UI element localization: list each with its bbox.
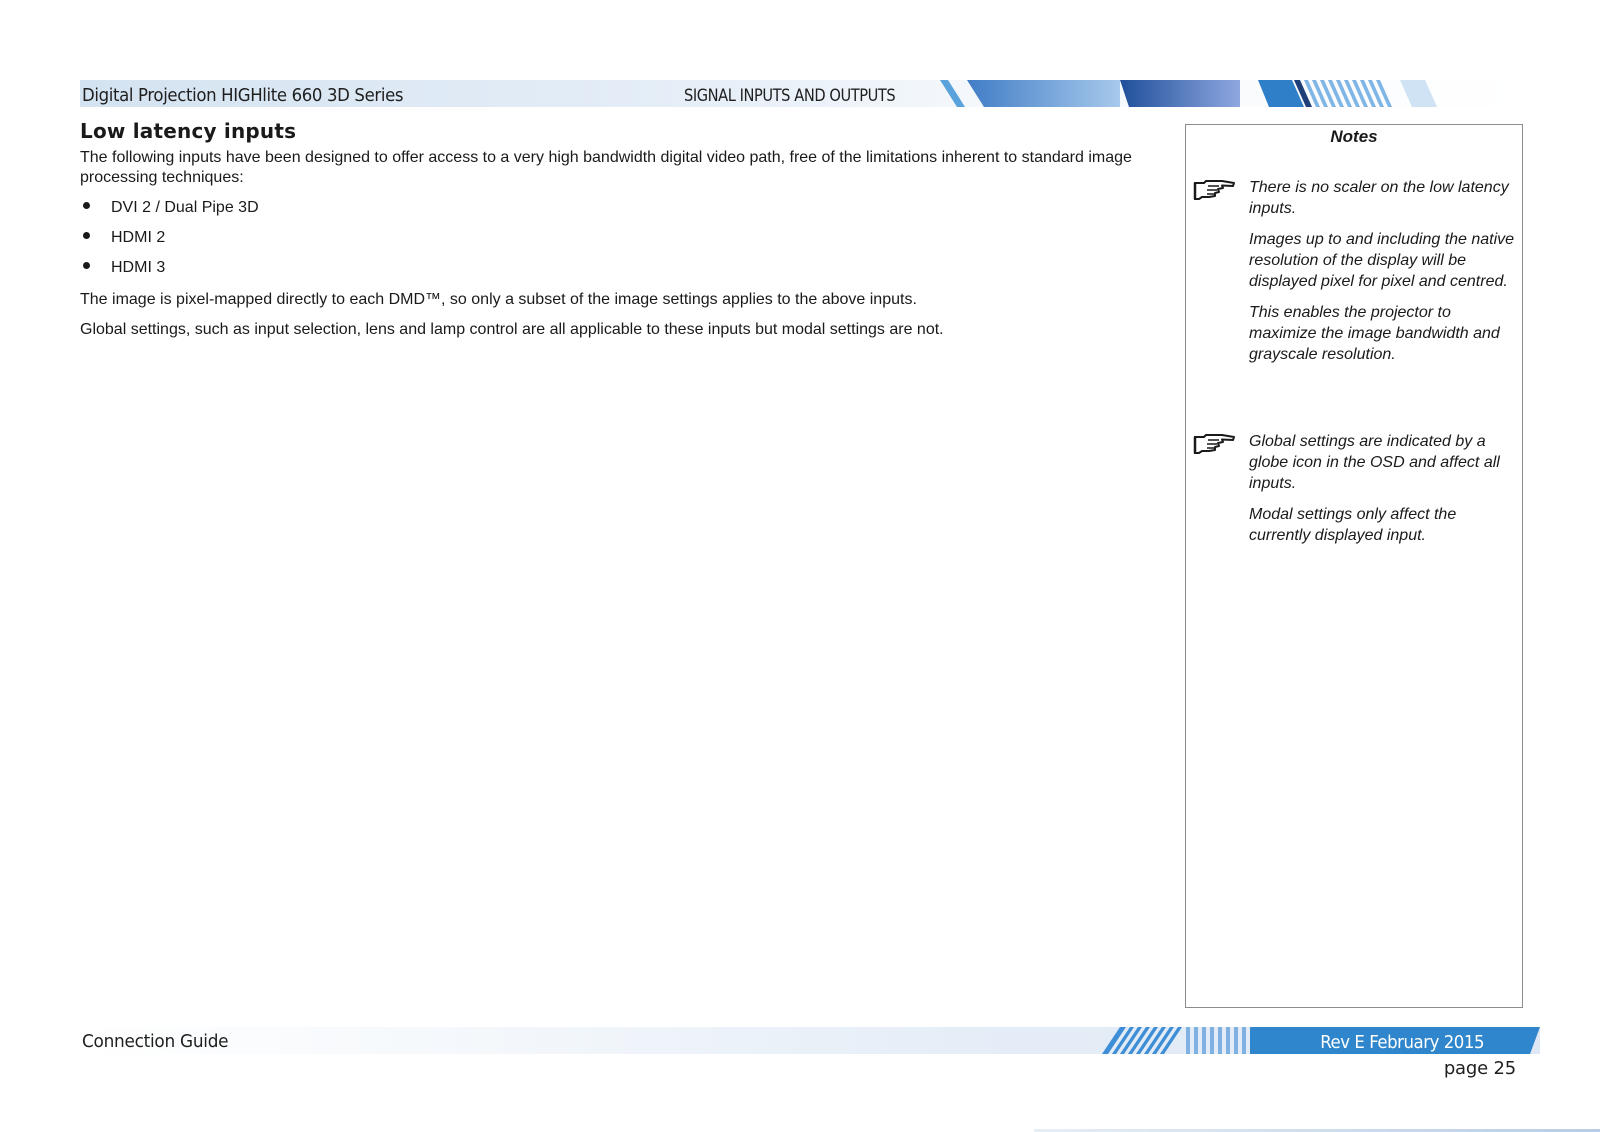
header-product-name: Digital Projection HIGHlite 660 3D Series: [82, 85, 404, 106]
pixel-mapping-paragraph: The image is pixel-mapped directly to each DMD™, so only a subset of the image settings applies to the above inputs.: [80, 291, 917, 308]
page-footer: [80, 1027, 1540, 1054]
footer-revision: Rev E February 2015: [1320, 1032, 1484, 1053]
intro-paragraph: The following inputs have been designed to offer access to a very high bandwidth digital video path, free of the limitations inherent to standard image processing techniques:: [80, 149, 1132, 186]
note-block: [1192, 177, 1518, 375]
notes-panel: [1185, 124, 1523, 1008]
list-item-label: HDMI 3: [111, 259, 166, 276]
note-block: [1192, 431, 1518, 556]
bullet-icon: [83, 232, 90, 239]
footer-guide-name: Connection Guide: [82, 1031, 229, 1052]
pointing-hand-icon: [1192, 177, 1236, 203]
bullet-icon: [83, 202, 90, 209]
pointing-hand-icon: [1192, 431, 1236, 457]
note-text: Global settings are indicated by a globe icon in the OSD and affect all inputs.: [1249, 433, 1500, 492]
note-text: There is no scaler on the low latency inputs.: [1249, 179, 1509, 217]
page-header: [80, 80, 1522, 107]
input-list: [80, 198, 1140, 288]
header-section-name: SIGNAL INPUTS AND OUTPUTS: [684, 86, 896, 106]
bullet-icon: [83, 262, 90, 269]
notes-title: Notes: [1330, 127, 1378, 146]
list-item-label: HDMI 2: [111, 229, 166, 246]
page-number: page 25: [1443, 1058, 1516, 1079]
list-item: [80, 228, 1140, 258]
list-item-label: DVI 2 / Dual Pipe 3D: [111, 199, 259, 216]
section-title: Low latency inputs: [80, 119, 297, 143]
global-settings-paragraph: Global settings, such as input selection, lens and lamp control are all applicable to these inputs but modal settings are not.: [80, 321, 944, 338]
list-item: [80, 258, 1140, 288]
list-item: [80, 198, 1140, 228]
note-text: Modal settings only affect the currently displayed input.: [1249, 506, 1457, 544]
note-text: This enables the projector to maximize the image bandwidth and grayscale resolution.: [1249, 304, 1500, 363]
note-text: Images up to and including the native resolution of the display will be displayed pixel for pixel and centred.: [1249, 231, 1515, 290]
main-content: [80, 118, 1140, 340]
